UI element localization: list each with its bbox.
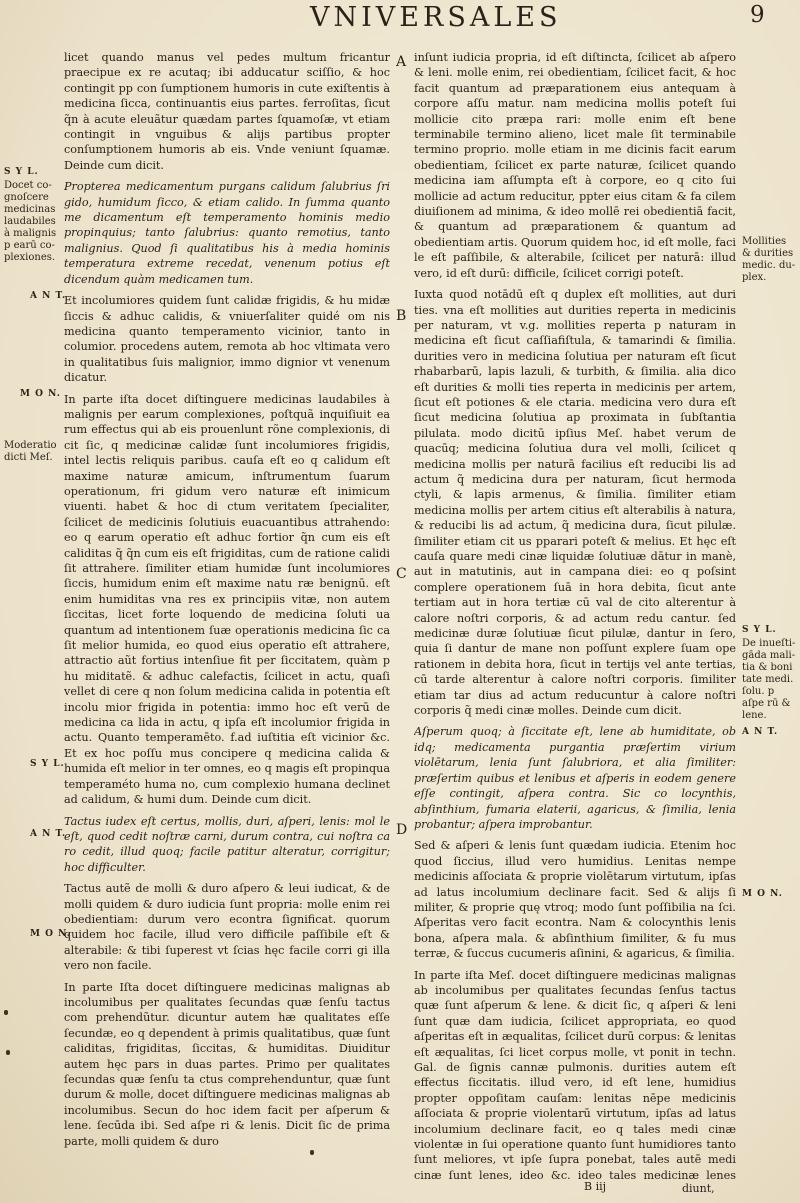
right-paragraph: Iuxta quod notādū eſt q duplex eſt mollities, aut duri ties. vna eſt mollities aut durities reperta in medicinis per naturam, vt v.g. mollities reperta p naturam in medicina eſt ſicut caſſiafiſtula, & tamarindi & ſimilia. durities vero in medicina ſolutiua per naturam eſt ſicut rhabarbarū, lapis lazuli, & turbith, & ſimilia. alia dico eſt durities & molli ties reperta in medicinis per artem, ſicut eſt potiones & ele ctaria. medicina vero dura eſt ſicut medicina ſolutiua ap proximata in ſubſtantia pilulata. modo dicitū ipſius Meſ. habet verum de quacūq; medicina ſolutiua dura vel molli, ſcilicet q medicina mollis per naturā facilius eſt reducibi lis ad actum q̃ medicina dura per naturam, ſicut hermoda ctyli, & lapis armenus, & ſimilia. ſimiliter etiam medicina mollis per artem citius eſt alterabilis à natura, & reducibi lis ad actum, q̃ medicina dura, ſicut pilulæ. ſimiliter etiam cit us pparari poteſt & melius. Et hęc eſt cauſa quare medi cinæ liquidæ ſolutiuæ dātur in manè, aut in matutinis, aut in campana diei: eo q poſsint complere operationem ſuā in hora debita, ſicut ante tertiam aut in hora tertiæ cū val de cito alterentur à calore noſtri corporis, & ad actum redu cantur. ſed medicinæ duræ ſolutiuæ ſicut pilulæ, dantur in ſero, quia ſi dantur de mane non poſſunt explere ſuam ope rationem in debita hora, ſicut in tertijs vel ante tertias, cū tarde alterentur à calore noſtri corporis. ſimiliter etiam tar dius ad actum reducuntur à calore noſtri corporis q̃ medi cinæ molles. Deinde cum dicit. (414, 288, 736, 718)
right-paragraph: Sed & aſperi & lenis ſunt quædam iudicia. Etenim hoc quod ſiccius, illud vero humidius. Lenitas nempe medicinis aſſociata & proprie violētarum virtutum, ipſas ad latus incolumium declinare facit. Sed & alijs ſi militer, & proprie quę vtroq; modo ſunt poſſibilia na ſci. Aſperitas vero facit econtra. Nam & colocynthis lenis bona, aſpera mala. & abſinthium ſimiliter, & fu mus terræ, & ſuccus cucumeris aſinini, & agaricus, & ſimilia. (414, 839, 736, 961)
margin-label-ant: A N T. (742, 727, 779, 737)
section-letter: D (396, 822, 408, 838)
margin-label-mon: M O N. (30, 929, 71, 939)
margin-label-syl: S Y L. (742, 625, 777, 635)
section-letter: B (396, 308, 407, 324)
running-title: VNIVERSALES (310, 2, 562, 33)
section-letter: A (396, 54, 407, 70)
catchword: diunt, (682, 1182, 715, 1195)
page-number: 9 (750, 2, 765, 28)
margin-label-syl: S Y L. (30, 759, 65, 769)
ink-mark (4, 1010, 8, 1015)
right-paragraph: In parte iſta Meſ. docet diſtinguere medicinas malignas ab incolumibus per qualitates ſecundas ſenſus tactus quæ ſunt aſperum & lene. & dicit ſic, q aſperi & leni ſunt quæ dam iudicia, ſcilicet appropriata, eo quod aſperitas eſt in æqualitas, ſcilicet durū corpus: & lenitas eſt æqualitas, ſci licet corpus molle, vt ponit in techn. Gal. de ſignis cannæ pulmonis. durities autem eſt effectus ſiccitatis. illud vero, id eſt lene, humidius propter oppoſitam cauſam: lenitas nēpe medicinis aſſociata & proprie violentarū virtutum, ipſas ad latus incolumium declinare facit, eo q tales medi cinæ violentæ in ſui operatione quanto ſunt humidiores tanto ſunt meliores, vt ipſe ſupra ponebat, tales autē medi cinæ ſunt lenes, ideo &c. ideo tales medicinæ lenes (414, 968, 736, 1180)
margin-label-mon: M O N. (742, 889, 783, 899)
signature-mark: B iij (584, 1180, 607, 1193)
left-paragraph: Et incolumiores quidem ſunt calidæ frigidis, & hu midæ ſiccis & adhuc calidis, & vniuerſaliter quidé om nis medicina quanto temperamento vicinior, tanto in columior. procedens autem, remota ab hoc vltimata vero in qualitatibus ſuis malignior, immo dignior vt venenum dicatur. (64, 294, 390, 385)
ink-mark (6, 1050, 10, 1055)
right-text-column (414, 50, 736, 1180)
margin-label-ant: A N T. (30, 291, 67, 301)
running-header (0, 2, 800, 42)
left-paragraph: Tactus autẽ de molli & duro aſpero & leui iudicat, & de molli quidem & duro iudicia ſunt propria: molle enim rei obedientiam: durum vero econtra ſignificat. quorum quidem hoc facile, illud vero difficile paſſibile eſt & alterabile: & tibi ſuperest vt ſcias hęc facile corri gi illa vero non facile. (64, 882, 390, 973)
left-paragraph: In parte Iſta docet diſtinguere medicinas malignas ab incolumibus per qualitates ſecundas quæ ſenſu tactus com prehendũtur. dicuntur autem hæ qualitates eſſe ſecundæ, eo q dependent à primis qualitatibus, quæ ſunt caliditas, frigiditas, ſiccitas, & humiditas. Diuiditur autem hęc pars in duas partes. Primo per qualitates ſecundas quæ ſenſu ta ctus comprehenduntur, quæ ſunt durum & molle, docet diſtinguere medicinas malignas ab incolumibus. Secun do hoc idem facit per aſperum & lene. ſecūda ibi. Sed aſpe ri & lenis. Dicit ſic de prima parte, molli quidem & duro (64, 980, 390, 1148)
margin-gloss: Moderatio dicti Meſ. (4, 440, 57, 463)
left-paragraph: licet quando manus vel pedes multum fricantur praecipue ex re acutaq; ibi adducatur sciſſio, & hoc contingit pp con ſumptionem humoris in cute exiſtentis à medicina ſicca, continuantis eius partes. ferroſitas, ſicut q̃n à acute eleuãtur quædam partes ſquamoſæ, vt etiam contingit in vnguibus & alijs partibus propter conſumptionem humoris ab eis. Vnde veniunt ſquamæ. Deinde cum dicit. (64, 51, 390, 172)
right-paragraph: Aſperum quoq; à ſiccitate eſt, lene ab humiditate, ob idq; medicamenta purgantia præſertim virium violētarum, lenia ſunt ſalubriora, et alia ſimiliter: præſertim quibus et lenibus et aſperis in eodem genere eſſe contingit, aſpera contra. Sic co locynthis, abſinthium, fumaria elaterii, agaricus, & ſimilia, lenia probantur; aſpera improbantur. (414, 725, 736, 831)
left-paragraph: In parte iſta docet diſtinguere medicinas laudabiles à malignis per earum complexiones, poſtquã inquiſiuit ea rum effectus qui ab eis prouenlunt rõne complexionis, di cit ſic, q medicinæ calidæ ſunt incolumiores frigidis, intel lectis reliquis paribus. cauſa eſt eo q calidum eſt maxime naturæ amicum, inſtrumentum ſuarum operationum, fri gidum vero naturæ eſt inimicum viuenti. habet & hoc di ctum veritatem ſpecialiter, ſcilicet de medicinis ſolutiuis euacuantibus attrahendo: eo q earum operatio eſt adhuc fortior q̃n cum eis eſt caliditas q̃ q̃n cum eis eſt frigiditas, cum de ratione calidi ſit attrahere. ſimiliter etiam humidæ ſunt incolumiores ſiccis, humidum enim eſt maxime natu ræ benignū. eſt enim humiditas vna res ex principiis vitæ, non autem ſiccitas, licet forte loquendo de medicina ſoluti ua quantum ad intentionem ſuæ operationis medicina ſic ca ſit melior humida, eo quod eius operatio eſt attrahere, attractio aũt fortius intenſiue fit per ſiccitatem, quàm p hu miditatẽ. & adhuc calefactis, ſcilicet in actu, quaſi vellet di cere q non ſolum medicina calida in potentia eſt incolu mior frigida in potentia: immo hoc eſt verū de medicina ca lida in actu, q ipſa eſt incolumior frigida in actu. Quanto temperamēto. f.ad iuſtitia eſt vicinior &c. Et ex hoc poſſu mus concipere q medicina calida & humida eſt melior in ter omnes, eo q magis eſt propinqua temperaméto huma no, cum complexio humana declinet ad calidum, & humi dum. Deinde cum dicit. (64, 392, 390, 807)
left-paragraph: Propterea medicamentum purgans calidum ſalubrius ſri gido, humidum ſicco, & etiam calido. In ſumma quanto me dicamentum eſt temperamento hominis medio propinquius; tanto ſalubrius: quanto remotius, tanto malignius. Quod ſi qualitatibus his à media hominis temperatura extreme recedat, venenum potius eſt dicendum quàm medicamen tum. (64, 180, 390, 286)
margin-label-mon: M O N. (20, 389, 61, 399)
margin-label-ant: A N T. (30, 829, 67, 839)
ink-mark (310, 1150, 314, 1155)
left-text-column (64, 50, 390, 1180)
margin-gloss: Mollities & durities medic. du- plex. (742, 236, 796, 283)
section-letter: C (396, 566, 407, 582)
right-paragraph: inſunt iudicia propria, id eſt diſtincta, ſcilicet ab aſpero & leni. molle enim, rei obedientiam, ſcilicet facit, & hoc facit quantum ad præparationem eius antequam à corpore aſſu matur. nam medicina mollis poteſt ſui mollicie cito præpa rari: molle enim eſt bene terminabile termino alieno, licet male ſit terminabile termino proprio. molle etiam in me dicinis facit earum obedientiam, ſcilicet ex parte naturæ, ſcilicet quando medicina iam aſſumpta eſt à corpore, eo q cito ſui mollicie ad actum reducitur, ppter eius citam & fa cilem diuiſionem ad minima, & ideo mollē rei obedientiā facit, & quantum ad præparationem & quantum ad obedientiam artis. Quorum quidem hoc, id eſt molle, faci le eſt paſſibile, & alterabile, ſcilicet per naturā: illud vero, id eſt durū: difficile, ſcilicet corrigi poteſt. (414, 51, 736, 280)
left-paragraph: Tactus iudex eſt certus, mollis, duri, aſperi, lenis: mol le eſt, quod cedit noſtræ carni, durum contra, cui noſtra ca ro cedit, illud quoq; facile patitur alteratur, corrigitur; hoc difficulter. (64, 814, 390, 874)
margin-gloss: De inueſti- gāda mali- tia & boni tate medi. ſolu. p aſpe rū & lene. (742, 638, 796, 721)
margin-label-syl: S Y L. (4, 167, 39, 177)
margin-gloss: Docet co- gnoſcere medicinas laudabiles à malignis p earū co- plexiones. (4, 180, 57, 263)
